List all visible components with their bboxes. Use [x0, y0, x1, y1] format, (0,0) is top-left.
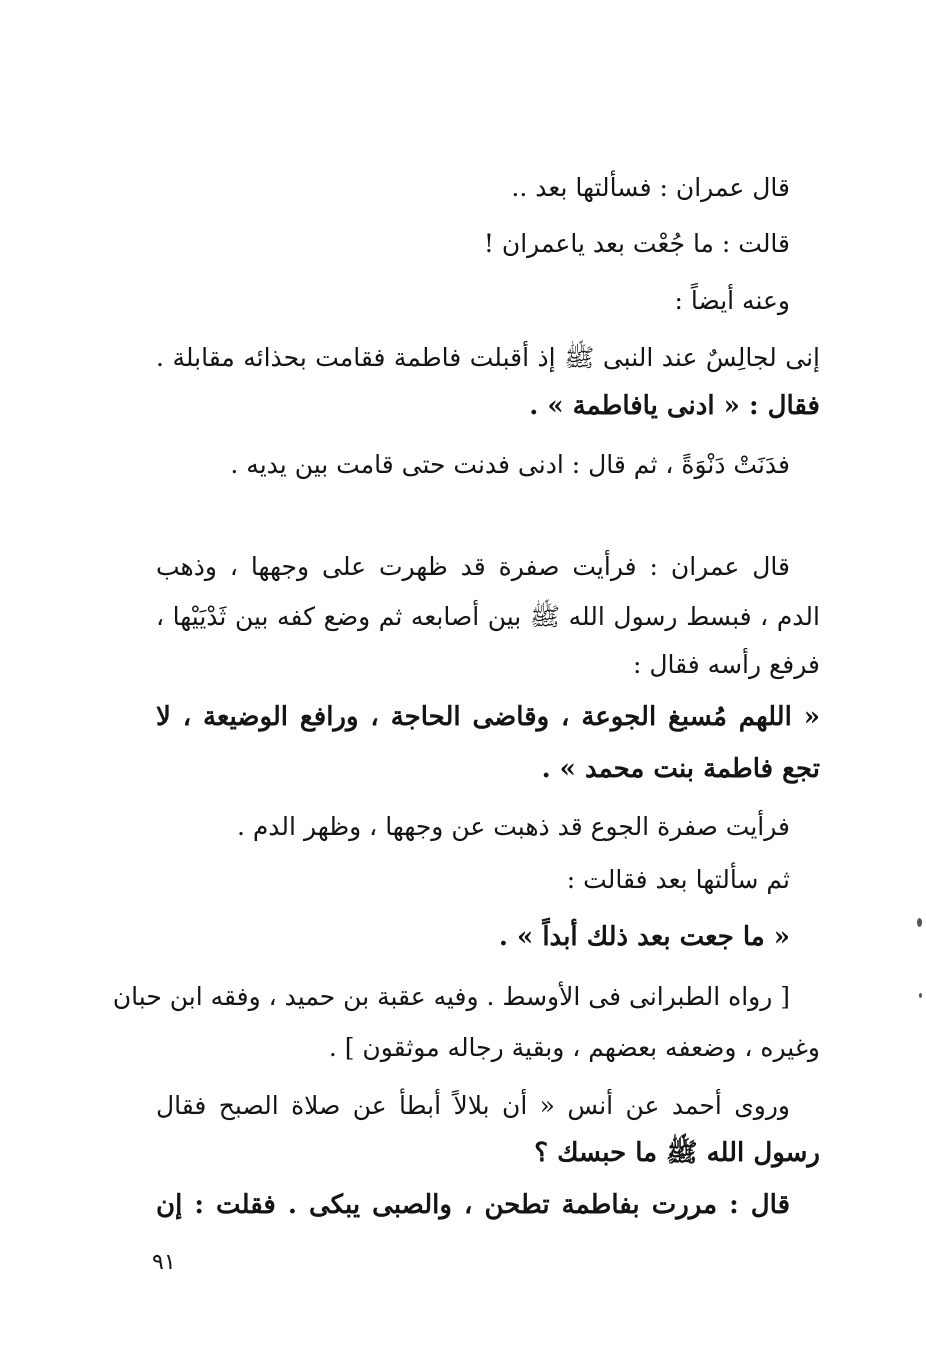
text-line-15: [ رواه الطبرانى فى الأوسط . وفيه عقبة بن حميد ، وفقه ابن حبان: [112, 982, 790, 1011]
text-line-1: قال عمران : فسألتها بعد ..: [511, 173, 790, 202]
text-line-5: فقال : « ادنى يافاطمة » .: [529, 391, 820, 421]
text-line-7: قال عمران : فرأيت صفرة قد ظهرت على وجهها ، وذهب: [156, 552, 790, 581]
text-line-2: قالت : ما جُعْت بعد ياعمران !: [483, 229, 790, 258]
text-line-14: « ما جعت بعد ذلك أبداً » .: [498, 922, 790, 952]
text-line-8: الدم ، فبسط رسول الله ﷺ بين أصابعه ثم وضع كفه بين ثَدْيَيْها ،: [156, 602, 820, 631]
text-line-12: فرأيت صفرة الجوع قد ذهبت عن وجهها ، وظهر الدم .: [236, 812, 790, 841]
text-line-16: وغيره ، وضعفه بعضهم ، وبقية رجاله موثقون ] .: [328, 1033, 820, 1062]
text-line-4: إنى لجالِسٌ عند النبى ﷺ إذ أقبلت فاطمة فقامت بحذائه مقابلة .: [156, 343, 820, 372]
scan-speck: [919, 993, 922, 998]
text-line-11: تجع فاطمة بنت محمد » .: [541, 754, 820, 784]
text-line-6: فدَنَتْ دَنْوَةً ، ثم قال : ادنى فدنت حتى قامت بين يديه .: [230, 450, 790, 479]
text-line-9: فرفع رأسه فقال :: [632, 650, 820, 679]
text-line-17: وروى أحمد عن أنس « أن بلالاً أبطأ عن صلاة الصبح فقال: [156, 1091, 790, 1120]
text-line-13: ثم سألتها بعد فقالت :: [566, 865, 790, 894]
text-line-3: وعنه أيضاً :: [674, 286, 790, 315]
text-line-10: « اللهم مُسبغ الجوعة ، وقاضى الحاجة ، ورافع الوضيعة ، لا: [156, 702, 820, 732]
text-line-18: رسول الله ﷺ ما حبسك ؟: [534, 1138, 820, 1168]
page-number: ٩١: [152, 1250, 176, 1275]
text-line-19: قال : مررت بفاطمة تطحن ، والصبى يبكى . فقلت : إن: [156, 1190, 790, 1220]
scan-speck: [917, 918, 922, 927]
